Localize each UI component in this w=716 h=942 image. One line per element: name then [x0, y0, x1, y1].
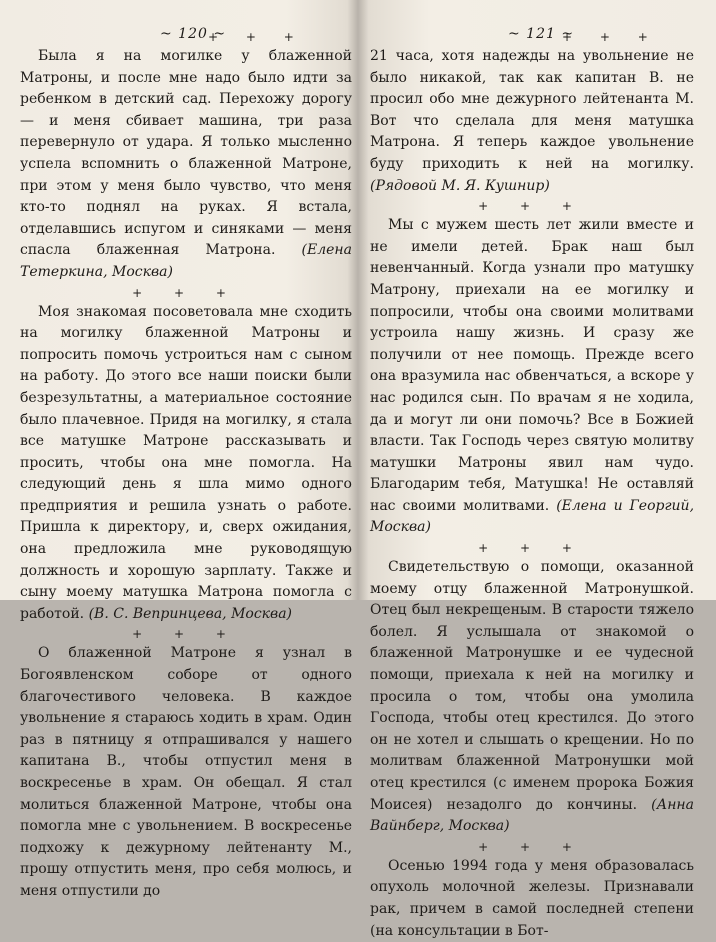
- header-crosses-right: + + +: [562, 30, 660, 44]
- signature: (Елена и Георгий, Москва): [370, 497, 695, 536]
- paragraph-text: Мы с мужем шесть лет жили вместе и не имели детей. Брак наш был невенчанный. Когда узнали про матушку Матрону, приехали на ее могилку и попросили, чтобы она своими молитвами устроила нашу жизнь. И сразу же получили от нее помощь. Прежде всего она вразумила нас обвенчаться, а вскоре у нас родился сын. По врачам я не ходила, да и могут ли они помочь? Все в Божией власти. Так Господь через святую молитву матушки Матроны явил нам чудо. Благодарим тебя, Матушка! Не оставляй нас своими молитвами.: [370, 217, 694, 514]
- paragraph-text: Была я на могилке у блаженной Матроны, и после мне надо было идти за ребенком в детский сад. Перехожу дорогу — и меня сбивает машина, три раза перевернуло от удара. Я только мысленно успела вспомнить о блаженной Матроне, при этом у меня было чувство, что меня кто-то поднял на руках. Я встала, отделавшись испугом и синяками — меня спасла блаженная Матрона.: [20, 48, 352, 259]
- testimony-paragraph: [370, 557, 694, 838]
- cross-separator: + + +: [132, 627, 240, 642]
- testimony-paragraph: [20, 643, 352, 902]
- testimony-paragraph: [370, 215, 694, 539]
- signature: (Рядовой М. Я. Кушнир): [370, 177, 550, 194]
- cross-separator: + + +: [478, 541, 586, 556]
- paragraph-text: Свидетельствую о помощи, оказанной моему отцу блаженной Матронушкой. Отец был некрещеным. В старости тяжело болел. Я услышала от знакомой о блаженной Матронушке и ее чудесной помощи, приехала к ней на могилку и просила о том, чтобы она умолила Господа, чтобы отец крестился. До этого он не хотел и слышать о крещении. Но по молитвам блаженной Матронушки мой отец крестился (с именем пророка Божия Моисея) незадолго до кончины.: [370, 559, 694, 813]
- cross-separator: + + +: [132, 285, 240, 300]
- header-crosses-left: + + +: [208, 30, 306, 44]
- testimony-paragraph: [370, 856, 694, 942]
- paragraph-text: О блаженной Матроне я узнал в Богоявленском соборе от одного благочестивого человека. В каждое увольнение я стараюсь ходить в храм. Один раз в пятницу я отпрашивался у нашего капитана В., чтобы отпустил меня в воскресенье в храм. Он обещал. Я стал молиться блаженной Матроне, чтобы она помогла мне с увольнением. В воскресенье подхожу к дежурному лейтенанту М., прошу отпустить меня, про себя молюсь, и меня отпустили до: [20, 645, 352, 899]
- cross-separator: + + +: [478, 839, 586, 854]
- paragraph-text: 21 часа, хотя надежды на увольнение не было никакой, так как капитан В. не просил обо мне дежурного лейтенанта М. Вот что сделала для меня матушка Матрона. Я теперь каждое увольнение буду приходить к ней на могилку.: [370, 48, 694, 172]
- testimony-paragraph: [20, 302, 352, 626]
- signature: (В. С. Вепринцева, Москва): [88, 605, 293, 622]
- cross-separator: + + +: [478, 199, 586, 214]
- signature: (Елена Тетеркина, Москва): [20, 242, 352, 280]
- left-page: [0, 0, 358, 899]
- testimony-paragraph: [20, 46, 352, 284]
- page-number-right: ~ 121 ~: [508, 26, 575, 42]
- signature: (Анна Вайнберг, Москва): [370, 796, 694, 835]
- right-page: [358, 0, 716, 939]
- page-number-left: ~ 120 ~: [160, 26, 227, 42]
- paragraph-text: Моя знакомая посоветовала мне сходить на могилку блаженной Матроны и попросить помочь устроиться нам с сыном на работу. До этого все наши поиски были безрезультатны, а материальное состояние было плачевное. Придя на могилку, я стала все матушке Матроне рассказывать и просить, чтобы она мне помогла. На следующий день я шла мимо одного предприятия и решила узнать о работе. Пришла к директору, и, сверх ожидания, она предложила мне руководящую должность и хорошую зарплату. Также и сыну моему матушка Матрона помогла с работой.: [20, 303, 352, 622]
- paragraph-text: Осенью 1994 года у меня образовалась опухоль молочной железы. Признавали рак, причем в самой последней степени (на консультации в Бот-: [370, 857, 694, 939]
- testimony-paragraph: [370, 46, 694, 197]
